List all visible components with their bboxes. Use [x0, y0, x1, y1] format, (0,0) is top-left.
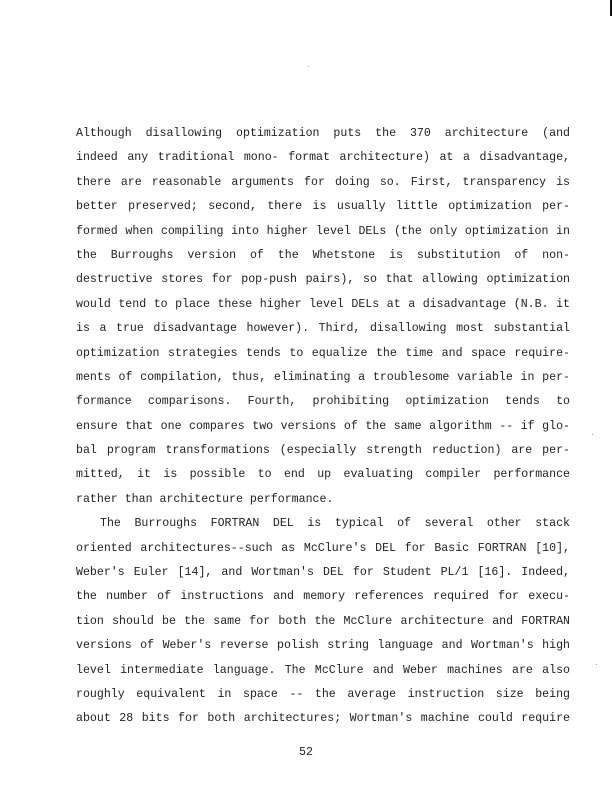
text-line: is a true disadvantage however). Third, disallowing most substantial: [76, 322, 570, 336]
text-line: tion should be the same for both the McClure architecture and FORTRAN: [76, 614, 570, 628]
text-line: destructive stores for pop-push pairs), so that allowing optimization: [76, 273, 570, 287]
text-line: roughly equivalent in space -- the average instruction size being: [76, 687, 570, 701]
body-text: [76, 122, 570, 732]
scan-speck: [308, 66, 309, 67]
scan-speck: [592, 434, 593, 435]
text-line: formed when compiling into higher level DELs (the only optimization in: [76, 224, 570, 238]
text-line: the Burroughs version of the Whetstone is substitution of non-: [76, 248, 570, 262]
text-line: Although disallowing optimization puts the 370 architecture (and: [76, 127, 570, 140]
text-line: better preserved; second, there is usually little optimization per-: [76, 200, 570, 214]
text-line: bal program transformations (especially strength reduction) are per-: [76, 444, 570, 458]
text-line: ments of compilation, thus, eliminating a troublesome variable in per-: [76, 370, 570, 384]
text-line: The Burroughs FORTRAN DEL is typical of several other stack: [100, 517, 570, 531]
text-line: the number of instructions and memory references required for execu-: [76, 590, 570, 604]
text-line: level intermediate language. The McClure and Weber machines are also: [76, 663, 570, 677]
page-number: 52: [299, 746, 313, 759]
text-line: rather than architecture performance.: [76, 492, 334, 506]
text-line: mitted, it is possible to end up evaluating compiler performance: [76, 468, 570, 482]
text-line: versions of Weber's reverse polish string language and Wortman's high: [76, 639, 570, 653]
text-line: would tend to place these higher level DELs at a disadvantage (N.B. it: [76, 297, 570, 311]
text-line: indeed any traditional mono- format architecture) at a disadvantage,: [76, 151, 570, 165]
text-line: formance comparisons. Fourth, prohibiting optimization tends to: [76, 395, 570, 409]
text-line: there are reasonable arguments for doing so. First, transparency is: [76, 175, 570, 189]
text-line: oriented architectures--such as McClure's DEL for Basic FORTRAN [10],: [76, 541, 570, 555]
text-line: optimization strategies tends to equalize the time and space require-: [76, 346, 570, 360]
text-line: ensure that one compares two versions of the same algorithm -- if glo-: [76, 419, 570, 433]
scan-speck: [596, 664, 597, 665]
text-line: about 28 bits for both architectures; Wortman's machine could require: [76, 712, 570, 726]
text-line: Weber's Euler [14], and Wortman's DEL for Student PL/1 [16]. Indeed,: [76, 566, 570, 580]
